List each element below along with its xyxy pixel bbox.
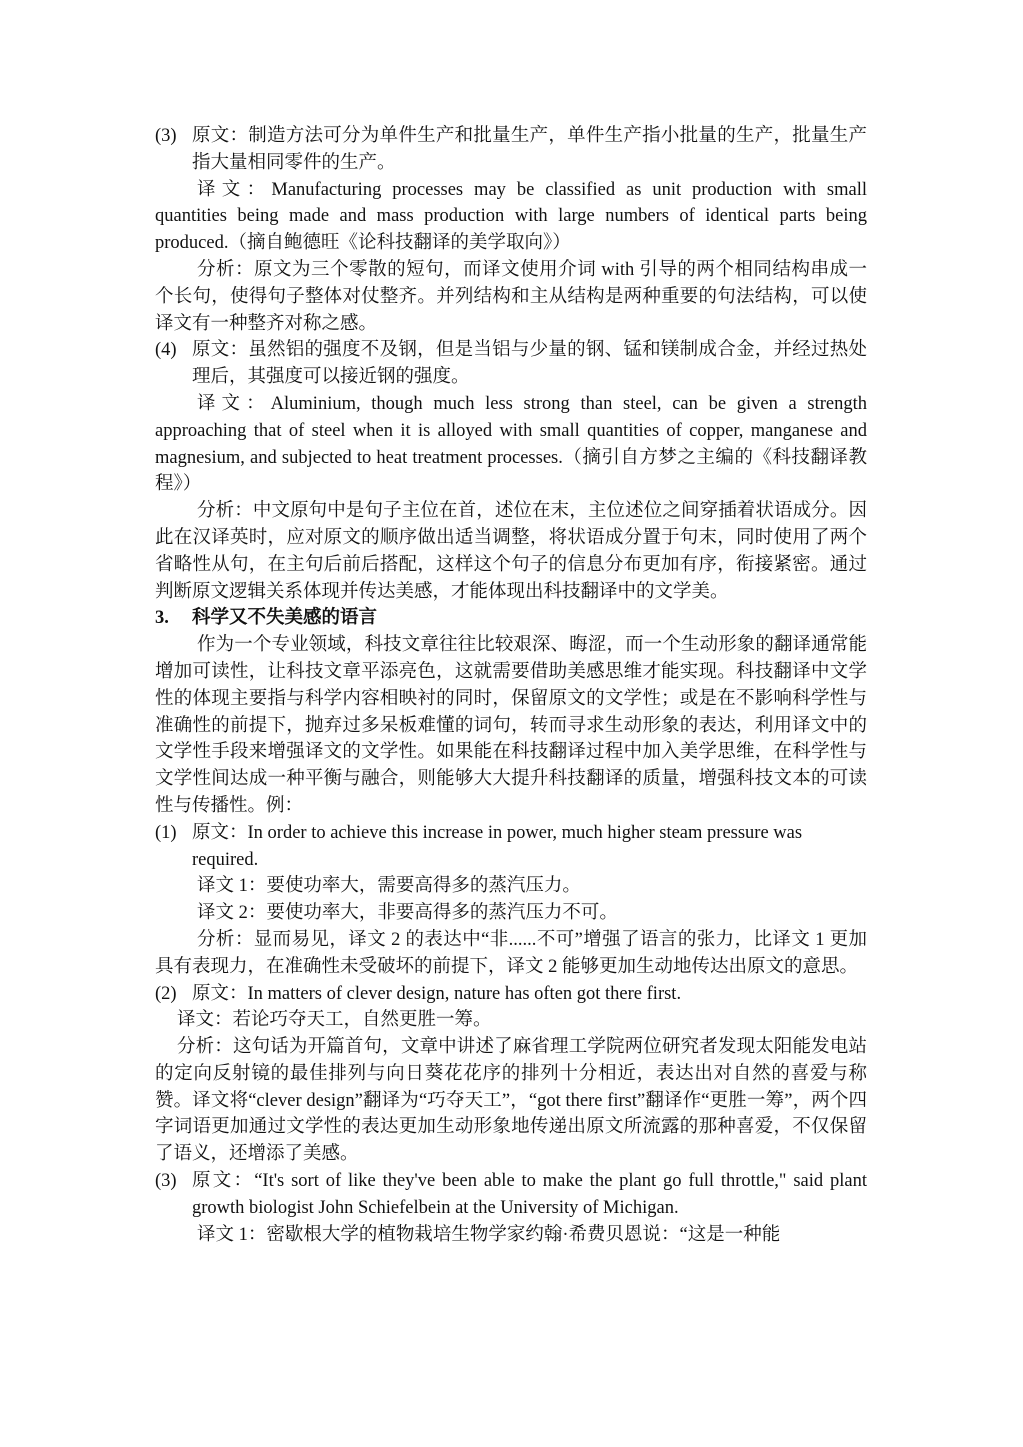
- translation-text: 译文：Aluminium, though much less strong than steel, can be given a strength approaching that of steel when it is alloyed with small quantities of copper, manganese and magnesium, and subjected to heat treatment processes.（摘引自方梦之主编的《科技翻译教程》）: [155, 393, 867, 495]
- section-title: 科学又不失美感的语言: [192, 608, 378, 629]
- translation-text-1: 译文 1：要使功率大，需要高得多的蒸汽压力。: [197, 876, 581, 897]
- example-item-3: [155, 1168, 867, 1222]
- source-text: 原文：“It's sort of like they've been able to make the plant go full throttle," said plant growth biologist John Schiefelbein at the University of Michigan.: [192, 1171, 867, 1218]
- list-item-4: [155, 337, 867, 391]
- example-item-2: [155, 981, 867, 1008]
- list-number: (1): [155, 822, 177, 843]
- section-number: 3.: [155, 608, 169, 629]
- translation-text: 译文：Manufacturing processes may be classified as unit production with small quantities being made and mass production with large numbers of identical parts being produced.（摘自鲍德旺《论科技翻译的美学取向》）: [155, 179, 867, 254]
- analysis-text: 分析：中文原句中是句子主位在首，述位在末，主位述位之间穿插着状语成分。因此在汉译英时，应对原文的顺序做出适当调整，将状语成分置于句末，同时使用了两个省略性从句，在主句后前后搭配，这样这个句子的信息分布更加有序，衔接紧密。通过判断原文逻辑关系体现并传达美感，才能体现出科技翻译中的文学美。: [155, 501, 867, 602]
- analysis-text: 分析：显而易见，译文 2 的表达中“非......不可”增强了语言的张力，比译文 1 更加具有表现力，在准确性未受破坏的前提下，译文 2 能够更加生动地传达出原文的意思。: [155, 929, 867, 977]
- source-text: 原文：制造方法可分为单件生产和批量生产，单件生产指小批量的生产，批量生产指大量相同零件的生产。: [192, 126, 867, 173]
- section-heading: [155, 605, 867, 632]
- source-text: 原文：In order to achieve this increase in power, much higher steam pressure was required.: [192, 822, 803, 870]
- source-text: 原文：虽然铝的强度不及钢，但是当铝与少量的钢、锰和镁制成合金，并经过热处理后，其强度可以接近钢的强度。: [192, 340, 867, 388]
- translation-text: 译文：若论巧夺天工，自然更胜一筹。: [177, 1010, 492, 1031]
- translation-text-1: 译文 1：密歇根大学的植物栽培生物学家约翰·希费贝恩说：“这是一种能: [197, 1224, 781, 1245]
- translation-text-2: 译文 2：要使功率大，非要高得多的蒸汽压力不可。: [197, 903, 618, 924]
- list-item-3: [155, 123, 867, 177]
- example-item-1: [155, 820, 867, 874]
- list-number: (4): [155, 340, 177, 361]
- source-text: 原文：In matters of clever design, nature has often got there first.: [192, 983, 682, 1004]
- section-paragraph: 作为一个专业领域，科技文章往往比较艰深、晦涩，而一个生动形象的翻译通常能增加可读性，让科技文章平添亮色，这就需要借助美感思维才能实现。科技翻译中文学性的体现主要指与科学内容相映衬的同时，保留原文的文学性；或是在不影响科学性与准确性的前提下，抛弃过多呆板难懂的词句，转而寻求生动形象的表达，利用译文中的文学性手段来增强译文的文学性。如果能在科技翻译过程中加入美学思维，在科学性与文学性间达成一种平衡与融合，则能够大大提升科技翻译的质量，增强科技文本的可读性与传播性。例：: [155, 635, 867, 816]
- analysis-text: 分析：原文为三个零散的短句，而译文使用介词 with 引导的两个相同结构串成一个长句，使得句子整体对仗整齐。并列结构和主从结构是两种重要的句法结构，可以使译文有一种整齐对称之感。: [155, 259, 867, 334]
- list-number: (3): [155, 126, 177, 146]
- list-number: (2): [155, 983, 177, 1004]
- list-number: (3): [155, 1171, 177, 1192]
- analysis-text: 分析：这句话为开篇首句，文章中讲述了麻省理工学院两位研究者发现太阳能发电站的定向反射镜的最佳排列与向日葵花花序的排列十分相近，表达出对自然的喜爱与称赞。译文将“clever design”翻译为“巧夺天工”，“got there first”翻译作“更胜一筹”，两个四字词语更加通过文学性的表达更加生动形象地传递出原文所流露的那种喜爱，不仅保留了语义，还增添了美感。: [155, 1037, 867, 1165]
- document-page: [155, 123, 867, 1248]
